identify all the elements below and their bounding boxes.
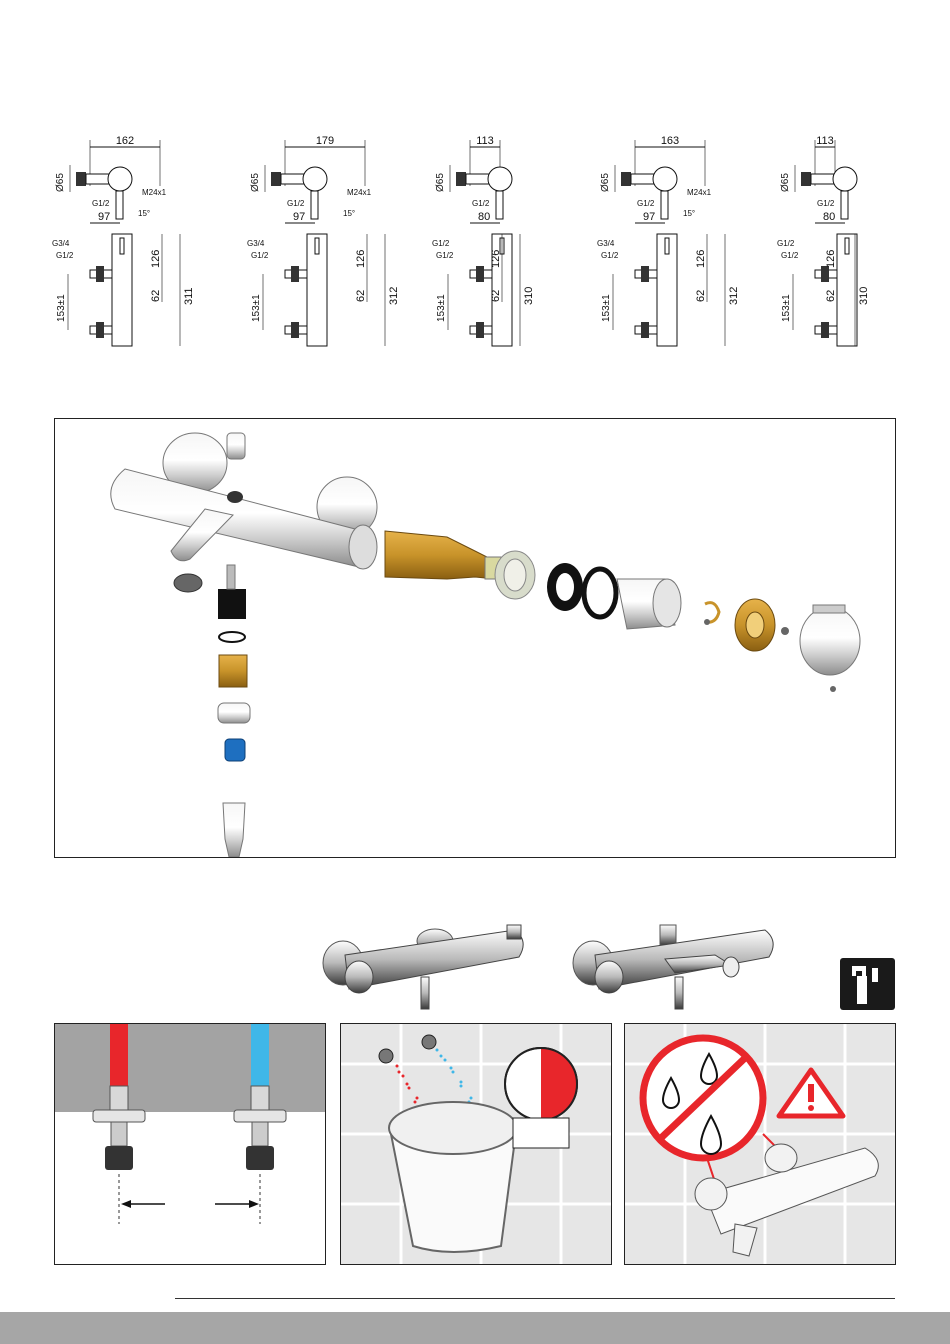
dim-offset: 80 — [478, 211, 491, 223]
hot-supply-pipe — [110, 1024, 128, 1088]
dim-conn-top: G1/2 — [777, 239, 795, 248]
drawing-1 — [50, 130, 220, 350]
dim-h-total: 312 — [388, 286, 400, 305]
dim-thread1: G1/2 — [472, 199, 490, 208]
clock-icon — [505, 1048, 577, 1120]
dim-thread1: G1/2 — [817, 199, 835, 208]
dim-conn-top: G3/4 — [247, 239, 265, 248]
dim-h-top: 126 — [150, 249, 162, 268]
dim-width: 162 — [115, 135, 135, 147]
dim-h-mid: 62 — [695, 289, 707, 302]
dim-thread2: M24x1 — [142, 188, 167, 197]
temperature-handle — [800, 607, 860, 675]
dim-spacing: 153±1 — [436, 294, 447, 322]
cold-supply-pipe — [251, 1024, 269, 1088]
dim-offset: 97 — [98, 211, 111, 223]
dim-dia: Ø65 — [600, 173, 611, 192]
product-photo-shower-mixer — [315, 915, 535, 1010]
dim-offset: 97 — [643, 211, 656, 223]
dim-h-top: 126 — [355, 249, 367, 268]
panel-flush-pipes — [340, 1023, 612, 1265]
drawing-5 — [775, 130, 895, 350]
dim-width: 179 — [315, 135, 335, 147]
check-valve — [225, 739, 245, 761]
o-ring — [584, 569, 616, 617]
product-photo-bath-mixer — [565, 915, 785, 1010]
dim-offset: 97 — [293, 211, 306, 223]
dim-conn-top: G3/4 — [597, 239, 615, 248]
dim-conn-top: G3/4 — [52, 239, 70, 248]
dim-h-top: 126 — [695, 249, 707, 268]
diverter-cap — [227, 433, 245, 459]
time-label-box — [513, 1118, 569, 1148]
dim-h-mid: 62 — [150, 289, 162, 302]
dim-conn-bottom: G1/2 — [781, 251, 799, 260]
dim-dia: Ø65 — [250, 173, 261, 192]
dim-h-mid: 62 — [490, 289, 502, 302]
dim-spacing: 153±1 — [251, 294, 262, 322]
dim-width: 113 — [476, 135, 494, 147]
dim-spacing: 153±1 — [56, 294, 67, 322]
dim-h-mid: 62 — [825, 289, 837, 302]
dim-width: 113 — [816, 135, 834, 147]
dim-h-total: 310 — [523, 286, 535, 305]
small-o-ring — [219, 632, 245, 642]
dim-dia: Ø65 — [55, 173, 66, 192]
dim-h-total: 310 — [858, 286, 870, 305]
footer-rule — [175, 1298, 895, 1299]
warning-triangle-icon — [779, 1070, 843, 1116]
dim-conn-bottom: G1/2 — [251, 251, 269, 260]
dim-spacing: 153±1 — [781, 294, 792, 322]
thermostatic-cartridge — [385, 531, 495, 579]
drawing-4 — [595, 130, 765, 350]
dim-h-mid: 62 — [355, 289, 367, 302]
dim-width: 163 — [660, 135, 680, 147]
dim-conn-top: G1/2 — [432, 239, 450, 248]
dim-angle: 15° — [683, 209, 696, 218]
dim-thread1: G1/2 — [287, 199, 305, 208]
shower-hose — [223, 803, 245, 857]
dim-h-total: 311 — [183, 287, 195, 305]
dim-conn-bottom: G1/2 — [56, 251, 74, 260]
dim-h-top: 126 — [825, 249, 837, 268]
dim-h-total: 312 — [728, 286, 740, 305]
dim-dia: Ø65 — [435, 173, 446, 192]
exploded-view-frame — [54, 418, 896, 858]
dim-thread1: G1/2 — [637, 199, 655, 208]
dim-conn-bottom: G1/2 — [601, 251, 619, 260]
panel-hot-cold-connection — [54, 1023, 326, 1265]
dim-conn-bottom: G1/2 — [436, 251, 454, 260]
brass-insert — [219, 655, 247, 687]
dim-thread1: G1/2 — [92, 199, 110, 208]
drawing-2 — [245, 130, 425, 350]
footer-bar — [0, 1312, 950, 1344]
dim-dia: Ø65 — [780, 173, 791, 192]
dim-angle: 15° — [343, 209, 356, 218]
drawing-3 — [430, 130, 560, 350]
dim-offset: 80 — [823, 211, 836, 223]
panel-do-not-install-wet — [624, 1023, 896, 1265]
dim-angle: 15° — [138, 209, 151, 218]
no-water-drops-icon — [643, 1038, 763, 1158]
dim-thread2: M24x1 — [687, 188, 712, 197]
aerator — [174, 574, 202, 592]
chrome-washer — [218, 703, 250, 723]
diverter-cartridge — [218, 589, 246, 619]
dim-thread2: M24x1 — [347, 188, 372, 197]
dim-h-top: 126 — [490, 249, 502, 268]
dim-spacing: 153±1 — [601, 294, 612, 322]
wrench-icon — [840, 958, 895, 1010]
exploded-view-illustration — [55, 419, 895, 857]
